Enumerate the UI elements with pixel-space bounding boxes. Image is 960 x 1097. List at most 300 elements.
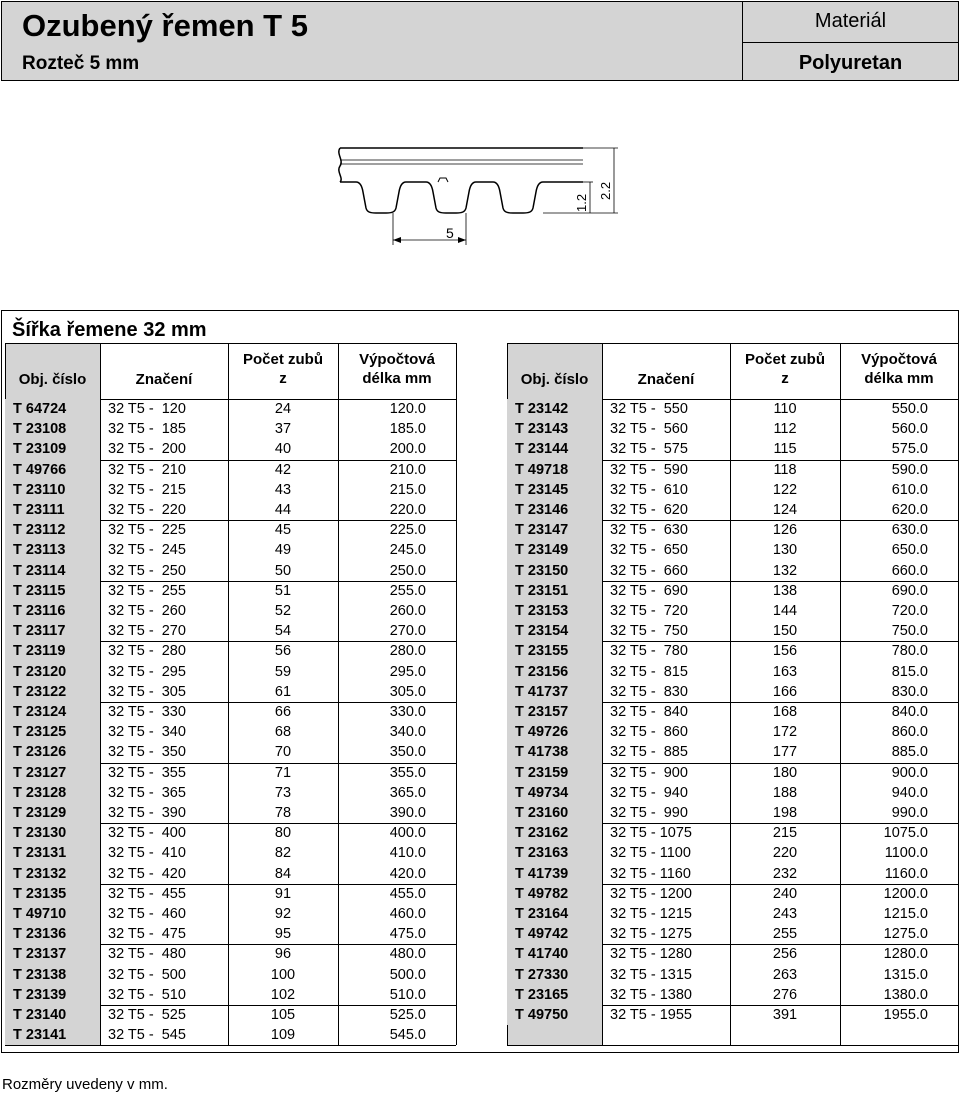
delka-cell: 1215.0 <box>883 906 928 922</box>
znaceni-cell: 32 T5 - 500 <box>108 966 186 983</box>
obj-cislo-cell: T 23146 <box>507 500 602 520</box>
right-table-row <box>507 480 958 500</box>
obj-cislo-cell: T 49710 <box>5 904 100 924</box>
pocet-zubu-cell: 109 <box>270 1027 296 1044</box>
right-header-vypoctova-delka-line1: Výpočtová <box>861 351 937 368</box>
pocet-zubu-cell: 115 <box>773 441 797 458</box>
obj-cislo-cell: T 23111 <box>5 500 100 520</box>
left-table-row <box>5 439 456 459</box>
right-table-bottom-rule <box>507 1045 958 1046</box>
right-table-row <box>507 884 958 904</box>
pocet-zubu-cell: 37 <box>274 421 292 438</box>
pocet-zubu-cell: 51 <box>274 582 292 599</box>
pocet-zubu-cell: 166 <box>772 683 798 700</box>
obj-cislo-cell: T 41739 <box>507 864 602 884</box>
right-header-obj-cislo-label: Obj. číslo <box>520 371 589 388</box>
znaceni-cell: 32 T5 - 280 <box>108 643 186 660</box>
left-table-row <box>5 500 456 520</box>
delka-cell: 185.0 <box>389 421 426 438</box>
obj-cislo-cell: T 23131 <box>5 843 100 863</box>
pocet-zubu-cell: 68 <box>274 724 292 741</box>
znaceni-cell: 32 T5 - 255 <box>108 582 186 599</box>
znaceni-cell: 32 T5 - 990 <box>610 805 688 821</box>
obj-cislo-cell: T 23157 <box>507 702 602 722</box>
znaceni-cell: 32 T5 - 720 <box>610 603 688 619</box>
material-value-cell <box>743 43 958 80</box>
obj-cislo-cell: T 23153 <box>507 601 602 621</box>
delka-cell: 365.0 <box>389 784 426 801</box>
pocet-zubu-cell: 56 <box>274 643 292 660</box>
left-table-row <box>5 864 456 884</box>
left-header-vypoctova-delka-line2: délka mm <box>362 370 432 387</box>
header-box <box>1 1 959 81</box>
right-table-row <box>507 399 958 419</box>
pocet-zubu-cell: 49 <box>274 542 292 559</box>
znaceni-cell: 32 T5 - 650 <box>610 542 688 559</box>
right-table-row <box>507 985 958 1005</box>
pocet-zubu-cell: 78 <box>274 805 292 821</box>
left-header-znaceni <box>100 343 228 399</box>
right-table-row <box>507 742 958 762</box>
section-title: Šířka řemene 32 mm <box>12 319 207 341</box>
left-table-row <box>5 783 456 803</box>
pocet-zubu-cell: 240 <box>772 885 798 902</box>
delka-cell: 720.0 <box>891 603 928 619</box>
pocet-zubu-cell: 84 <box>274 865 292 882</box>
delka-cell: 330.0 <box>389 704 426 720</box>
pocet-zubu-cell: 215 <box>772 825 798 842</box>
pocet-zubu-cell: 24 <box>274 401 292 417</box>
delka-cell: 990.0 <box>891 805 928 821</box>
header-title-area <box>2 2 743 80</box>
pocet-zubu-cell: 59 <box>274 663 292 680</box>
obj-cislo-cell: T 23129 <box>5 803 100 823</box>
delka-cell: 885.0 <box>891 744 928 761</box>
left-table-bottom-rule <box>5 1045 456 1046</box>
znaceni-cell: 32 T5 - 1160 <box>610 865 691 882</box>
right-table-row <box>507 621 958 641</box>
delka-cell: 210.0 <box>389 461 426 478</box>
pocet-zubu-cell: 105 <box>270 1007 296 1023</box>
znaceni-cell: 32 T5 - 525 <box>108 1007 186 1023</box>
left-table-row <box>5 682 456 702</box>
obj-cislo-cell: T 23109 <box>5 439 100 459</box>
delka-cell: 620.0 <box>891 502 928 518</box>
znaceni-cell: 32 T5 - 545 <box>108 1027 186 1044</box>
right-header-znaceni-label: Značení <box>637 371 695 388</box>
obj-cislo-cell: T 23141 <box>5 1025 100 1045</box>
obj-cislo-cell: T 64724 <box>5 399 100 419</box>
znaceni-cell: 32 T5 - 250 <box>108 562 186 579</box>
delka-cell: 650.0 <box>891 542 928 559</box>
page-title: Ozubený řemen T 5 <box>22 8 308 43</box>
delka-cell: 610.0 <box>891 481 928 498</box>
obj-cislo-cell: T 23119 <box>5 641 100 661</box>
pocet-zubu-cell: 150 <box>772 623 798 640</box>
znaceni-cell: 32 T5 - 630 <box>610 522 688 539</box>
pocet-zubu-cell: 92 <box>274 906 292 922</box>
dim-b-label: 2.2 <box>598 181 613 200</box>
pocet-zubu-cell: 263 <box>772 966 798 983</box>
pitch-label: 5 <box>446 225 454 241</box>
pocet-zubu-cell: 124 <box>772 502 798 518</box>
znaceni-cell: 32 T5 - 390 <box>108 805 186 821</box>
left-table-row <box>5 904 456 924</box>
left-table-row <box>5 419 456 439</box>
obj-cislo-cell: T 23138 <box>5 965 100 985</box>
right-table-row <box>507 965 958 985</box>
znaceni-cell: 32 T5 - 575 <box>610 441 688 458</box>
pocet-zubu-cell: 50 <box>274 562 292 579</box>
znaceni-cell: 32 T5 - 860 <box>610 724 688 741</box>
obj-cislo-cell: T 23162 <box>507 823 602 843</box>
znaceni-cell: 32 T5 - 120 <box>108 401 186 417</box>
obj-cislo-cell: T 23115 <box>5 581 100 601</box>
obj-cislo-cell: T 23125 <box>5 722 100 742</box>
obj-cislo-cell: T 49742 <box>507 924 602 944</box>
delka-cell: 215.0 <box>389 481 426 498</box>
delka-cell: 550.0 <box>891 401 928 417</box>
page-subtitle: Rozteč 5 mm <box>22 53 140 74</box>
right-header-vypoctova-delka <box>840 343 958 399</box>
left-table-row <box>5 480 456 500</box>
right-table-row <box>507 803 958 823</box>
left-table-row <box>5 702 456 722</box>
right-header-znaceni <box>602 343 730 399</box>
obj-cislo-cell: T 23163 <box>507 843 602 863</box>
left-table-row <box>5 399 456 419</box>
obj-cislo-cell: T 23144 <box>507 439 602 459</box>
pocet-zubu-cell: 43 <box>274 481 292 498</box>
left-table-row <box>5 823 456 843</box>
left-table-row <box>5 581 456 601</box>
obj-cislo-cell: T 23147 <box>507 520 602 540</box>
obj-cislo-cell: T 23159 <box>507 763 602 783</box>
right-table-row <box>507 581 958 601</box>
delka-cell: 1100.0 <box>884 845 928 862</box>
right-header-top-rule <box>507 343 958 344</box>
pocet-zubu-cell: 198 <box>772 805 798 821</box>
obj-cislo-cell: T 23128 <box>5 783 100 803</box>
left-table-row <box>5 742 456 762</box>
delka-cell: 260.0 <box>389 603 426 619</box>
pocet-zubu-cell: 232 <box>772 865 798 882</box>
znaceni-cell: 32 T5 - 400 <box>108 825 186 842</box>
left-table-row <box>5 1025 456 1045</box>
znaceni-cell: 32 T5 - 460 <box>108 906 186 922</box>
pocet-zubu-cell: 40 <box>274 441 292 458</box>
znaceni-cell: 32 T5 - 590 <box>610 461 688 478</box>
pocet-zubu-cell: 66 <box>274 704 292 720</box>
right-header-pocet-zubu-line1: Počet zubů <box>744 351 825 368</box>
delka-cell: 560.0 <box>891 421 928 438</box>
delka-cell: 455.0 <box>389 885 426 902</box>
left-table-row <box>5 843 456 863</box>
pocet-zubu-cell: 96 <box>274 946 292 963</box>
obj-cislo-cell: T 23145 <box>507 480 602 500</box>
obj-cislo-cell: T 23140 <box>5 1005 100 1025</box>
obj-cislo-cell: T 23110 <box>5 480 100 500</box>
right-header-vypoctova-delka-line2: délka mm <box>864 370 934 387</box>
pocet-zubu-cell: 126 <box>772 522 798 539</box>
znaceni-cell: 32 T5 - 420 <box>108 865 186 882</box>
left-header-obj-cislo <box>5 343 100 399</box>
znaceni-cell: 32 T5 - 355 <box>108 764 186 781</box>
pocet-zubu-cell: 91 <box>274 885 292 902</box>
delka-cell: 280.0 <box>389 643 426 660</box>
obj-cislo-cell: T 23124 <box>5 702 100 722</box>
delka-cell: 390.0 <box>389 805 426 821</box>
pocet-zubu-cell: 391 <box>772 1007 798 1023</box>
delka-cell: 305.0 <box>389 683 426 700</box>
znaceni-cell: 32 T5 - 200 <box>108 441 186 458</box>
delka-cell: 1275.0 <box>883 926 928 943</box>
delka-cell: 1200.0 <box>883 885 928 902</box>
obj-cislo-cell: T 41737 <box>507 682 602 702</box>
znaceni-cell: 32 T5 - 780 <box>610 643 688 660</box>
pocet-zubu-cell: 188 <box>772 784 798 801</box>
right-table-row <box>507 662 958 682</box>
right-header-pocet-zubu-line2: z <box>781 370 789 387</box>
left-table-row <box>5 965 456 985</box>
znaceni-cell: 32 T5 - 510 <box>108 986 186 1003</box>
obj-cislo-cell: T 23116 <box>5 601 100 621</box>
pocet-zubu-cell: 100 <box>270 966 296 983</box>
right-table-row <box>507 864 958 884</box>
pocet-zubu-cell: 144 <box>772 603 798 619</box>
delka-cell: 295.0 <box>389 663 426 680</box>
obj-cislo-cell: T 23160 <box>507 803 602 823</box>
delka-cell: 860.0 <box>891 724 928 741</box>
znaceni-cell: 32 T5 - 560 <box>610 421 688 438</box>
delka-cell: 420.0 <box>389 865 426 882</box>
right-table-row <box>507 439 958 459</box>
delka-cell: 630.0 <box>891 522 928 539</box>
left-header-znaceni-label: Značení <box>135 371 193 388</box>
delka-cell: 575.0 <box>891 441 928 458</box>
obj-cislo-cell: T 23156 <box>507 662 602 682</box>
znaceni-cell: 32 T5 - 900 <box>610 764 688 781</box>
obj-cislo-cell: T 23126 <box>5 742 100 762</box>
delka-cell: 690.0 <box>891 582 928 599</box>
obj-cislo-cell: T 41740 <box>507 944 602 964</box>
left-table-row <box>5 540 456 560</box>
delka-cell: 270.0 <box>389 623 426 640</box>
right-table-row <box>507 843 958 863</box>
znaceni-cell: 32 T5 - 305 <box>108 683 186 700</box>
pocet-zubu-cell: 122 <box>772 481 798 498</box>
znaceni-cell: 32 T5 - 1215 <box>610 906 692 922</box>
znaceni-cell: 32 T5 - 220 <box>108 502 186 518</box>
right-table-row <box>507 641 958 661</box>
obj-cislo-cell: T 23149 <box>507 540 602 560</box>
pocet-zubu-cell: 54 <box>274 623 292 640</box>
znaceni-cell: 32 T5 - 1315 <box>610 966 692 983</box>
znaceni-cell: 32 T5 - 330 <box>108 704 186 720</box>
pocet-zubu-cell: 82 <box>274 845 292 862</box>
delka-cell: 525.0 <box>389 1007 426 1023</box>
pocet-zubu-cell: 130 <box>772 542 798 559</box>
pocet-zubu-cell: 156 <box>772 643 798 660</box>
znaceni-cell: 32 T5 - 270 <box>108 623 186 640</box>
pocet-zubu-cell: 52 <box>274 603 292 619</box>
znaceni-cell: 32 T5 - 750 <box>610 623 688 640</box>
pocet-zubu-cell: 61 <box>274 683 292 700</box>
obj-cislo-cell: T 23136 <box>5 924 100 944</box>
delka-cell: 1315.0 <box>883 966 928 983</box>
znaceni-cell: 32 T5 - 815 <box>610 663 688 680</box>
pocet-zubu-cell: 44 <box>274 502 292 518</box>
delka-cell: 830.0 <box>891 683 928 700</box>
left-table-row <box>5 722 456 742</box>
obj-cislo-cell: T 23164 <box>507 904 602 924</box>
right-table-row <box>507 682 958 702</box>
left-table-row <box>5 1005 456 1025</box>
znaceni-cell: 32 T5 - 840 <box>610 704 688 720</box>
delka-cell: 545.0 <box>389 1027 426 1044</box>
pocet-zubu-cell: 180 <box>772 764 798 781</box>
right-header-obj-cislo <box>507 343 602 399</box>
left-table-row <box>5 460 456 480</box>
pocet-zubu-cell: 80 <box>274 825 292 842</box>
obj-cislo-cell: T 23142 <box>507 399 602 419</box>
delka-cell: 480.0 <box>389 946 426 963</box>
pocet-zubu-cell: 118 <box>773 461 797 478</box>
znaceni-cell: 32 T5 - 475 <box>108 926 186 943</box>
pocet-zubu-cell: 172 <box>772 724 798 741</box>
obj-cislo-cell: T 49718 <box>507 460 602 480</box>
pocet-zubu-cell: 95 <box>274 926 292 943</box>
obj-cislo-cell: T 27330 <box>507 965 602 985</box>
delka-cell: 475.0 <box>389 926 426 943</box>
znaceni-cell: 32 T5 - 1280 <box>610 946 692 963</box>
obj-cislo-cell: T 49782 <box>507 884 602 904</box>
delka-cell: 355.0 <box>389 764 426 781</box>
right-table-row <box>507 944 958 964</box>
left-table-row <box>5 520 456 540</box>
left-table-row <box>5 884 456 904</box>
obj-cislo-cell: T 49726 <box>507 722 602 742</box>
delka-cell: 200.0 <box>389 441 426 458</box>
delka-cell: 340.0 <box>389 724 426 741</box>
znaceni-cell: 32 T5 - 225 <box>108 522 186 539</box>
obj-cislo-cell: T 23112 <box>5 520 100 540</box>
znaceni-cell: 32 T5 - 550 <box>610 401 688 417</box>
znaceni-cell: 32 T5 - 245 <box>108 542 186 559</box>
left-table-row <box>5 641 456 661</box>
pocet-zubu-cell: 45 <box>274 522 292 539</box>
delka-cell: 220.0 <box>389 502 426 518</box>
left-table-row <box>5 924 456 944</box>
material-value: Polyuretan <box>798 52 903 74</box>
material-label: Materiál <box>814 10 887 32</box>
delka-cell: 255.0 <box>389 582 426 599</box>
znaceni-cell: 32 T5 - 1100 <box>610 845 691 862</box>
delka-cell: 250.0 <box>389 562 426 579</box>
obj-cislo-cell: T 23117 <box>5 621 100 641</box>
right-table-row <box>507 904 958 924</box>
delka-cell: 815.0 <box>891 663 928 680</box>
znaceni-cell: 32 T5 - 1075 <box>610 825 692 842</box>
material-label-cell <box>743 2 958 43</box>
right-table-row <box>507 520 958 540</box>
znaceni-cell: 32 T5 - 885 <box>610 744 688 761</box>
right-table-row <box>507 419 958 439</box>
right-table-row <box>507 540 958 560</box>
right-table-row <box>507 763 958 783</box>
delka-cell: 400.0 <box>389 825 426 842</box>
dim-a-label: 1.2 <box>574 193 589 212</box>
belt-profile-diagram <box>328 140 628 250</box>
pocet-zubu-cell: 276 <box>772 986 798 1003</box>
znaceni-cell: 32 T5 - 690 <box>610 582 688 599</box>
znaceni-cell: 32 T5 - 1275 <box>610 926 692 943</box>
znaceni-cell: 32 T5 - 455 <box>108 885 186 902</box>
right-table-row <box>507 500 958 520</box>
obj-cislo-cell: T 49766 <box>5 460 100 480</box>
delka-cell: 120.0 <box>389 401 426 417</box>
left-table-row <box>5 561 456 581</box>
pocet-zubu-cell: 132 <box>772 562 798 579</box>
pocet-zubu-cell: 70 <box>274 744 292 761</box>
znaceni-cell: 32 T5 - 210 <box>108 461 186 478</box>
pocet-zubu-cell: 138 <box>772 582 798 599</box>
left-table-row <box>5 803 456 823</box>
obj-cislo-cell: T 23143 <box>507 419 602 439</box>
obj-cislo-cell: T 23113 <box>5 540 100 560</box>
delka-cell: 900.0 <box>891 764 928 781</box>
obj-cislo-cell: T 23135 <box>5 884 100 904</box>
delka-cell: 840.0 <box>891 704 928 720</box>
obj-cislo-cell: T 23114 <box>5 561 100 581</box>
znaceni-cell: 32 T5 - 610 <box>610 481 688 498</box>
znaceni-cell: 32 T5 - 940 <box>610 784 688 801</box>
left-header-vypoctova-delka-line1: Výpočtová <box>359 351 435 368</box>
znaceni-cell: 32 T5 - 660 <box>610 562 688 579</box>
right-table-row <box>507 823 958 843</box>
obj-cislo-cell: T 23151 <box>507 581 602 601</box>
left-header-pocet-zubu-line2: z <box>279 370 287 387</box>
obj-cislo-cell: T 23132 <box>5 864 100 884</box>
delka-cell: 590.0 <box>891 461 928 478</box>
znaceni-cell: 32 T5 - 185 <box>108 421 186 438</box>
right-table-row <box>507 601 958 621</box>
pocet-zubu-cell: 243 <box>772 906 798 922</box>
delka-cell: 245.0 <box>389 542 426 559</box>
delka-cell: 1160.0 <box>884 865 928 882</box>
obj-cislo-cell: T 49734 <box>507 783 602 803</box>
pocet-zubu-cell: 168 <box>772 704 798 720</box>
delka-cell: 1280.0 <box>883 946 928 963</box>
left-header-pocet-zubu-line1: Počet zubů <box>242 351 323 368</box>
znaceni-cell: 32 T5 - 1955 <box>610 1007 692 1023</box>
znaceni-cell: 32 T5 - 620 <box>610 502 688 518</box>
footer-note: Rozměry uvedeny v mm. <box>2 1076 168 1093</box>
znaceni-cell: 32 T5 - 830 <box>610 683 688 700</box>
left-table-row <box>5 621 456 641</box>
obj-cislo-cell: T 23165 <box>507 985 602 1005</box>
left-header-obj-cislo-label: Obj. číslo <box>18 371 87 388</box>
pocet-zubu-cell: 177 <box>772 744 798 761</box>
pocet-zubu-cell: 102 <box>270 986 296 1003</box>
znaceni-cell: 32 T5 - 295 <box>108 663 186 680</box>
left-header-vypoctova-delka <box>338 343 456 399</box>
right-table-row <box>507 924 958 944</box>
znaceni-cell: 32 T5 - 260 <box>108 603 186 619</box>
right-table-row <box>507 702 958 722</box>
right-table-row <box>507 561 958 581</box>
pocet-zubu-cell: 42 <box>274 461 292 478</box>
